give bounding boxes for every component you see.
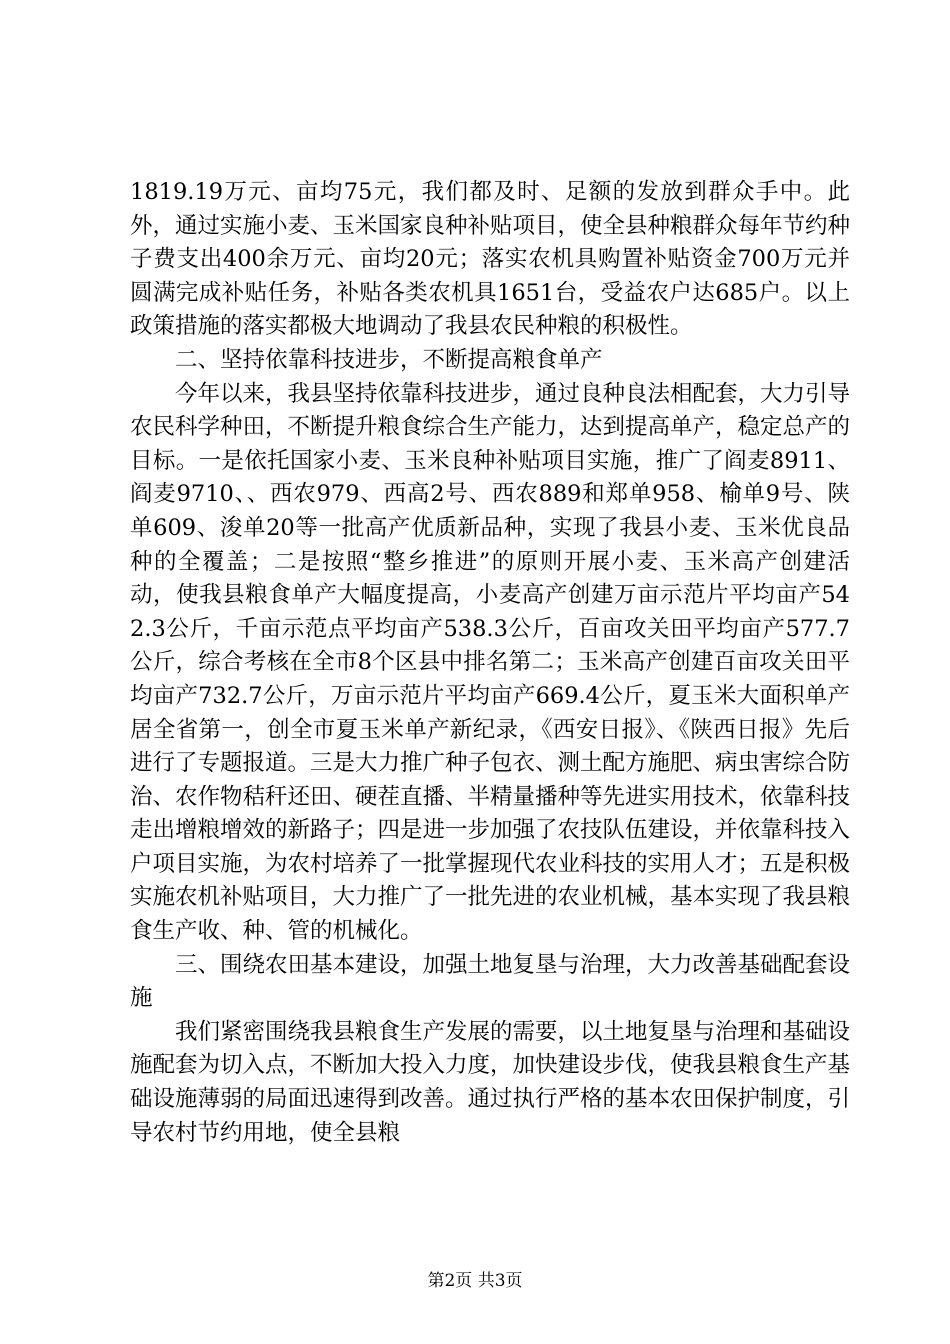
paragraph-technology: 今年以来，我县坚持依靠科技进步，通过良种良法相配套，大力引导农民科学种田，不断提升粮食综合生产能力，达到提高单产，稳定总产的目标。一是依托国家小麦、玉米良种补贴项目实施，推广了阎麦8911、阎麦9710、、西农979、西高2号、西农889和郑单958、榆单9号、陕单609、浚单20等一批高产优质新品种，实现了我县小麦、玉米优良品种的全覆盖；二是按照“整乡推进”的原则开展小麦、玉米高产创建活动，使我县粮食单产大幅度提高，小麦高产创建万亩示范片平均亩产542.3公斤，千亩示范点平均亩产538.3公斤，百亩攻关田平均亩产577.7公斤，综合考核在全市8个区县中排名第二；玉米高产创建百亩攻关田平均亩产732.7公斤，万亩示范片平均亩产669.4公斤，夏玉米大面积单产居全省第一，创全市夏玉米单产新纪录，《西安日报》、《陕西日报》先后进行了专题报道。三是大力推广种子包衣、测土配方施肥、病虫害综合防治、农作物秸秆还田、硬茬直播、半精量播种等先进实用技术，依靠科技走出增粮增效的新路子；四是进一步加强了农技队伍建设，并依靠科技入户项目实施，为农村培养了一批掌握现代农业科技的实用人才；五是积极实施农机补贴项目，大力推广了一批先进的农业机械，基本实现了我县粮食生产收、种、管的机械化。	[130, 380, 851, 945]
section-heading-2: 二、坚持依靠科技进步，不断提高粮食单产	[175, 346, 603, 373]
paragraph-farmland: 我们紧密围绕我县粮食生产发展的需要，以土地复垦与治理和基础设施配套为切入点，不断加大投入力度，加快建设步伐，使我县粮食生产基础设施薄弱的局面迅速得到改善。通过执行严格的基本农田保护制度，引导农村节约用地，使全县粮	[130, 1018, 851, 1146]
section-heading-3: 三、围绕农田基本建设，加强土地复垦与治理，大力改善基础配套设施	[130, 951, 851, 1012]
page-number-label: 第2页 共3页	[427, 1271, 523, 1291]
page-footer	[0, 1271, 950, 1291]
paragraph-subsidy-results: 1819.19万元、亩均75元，我们都及时、足额的发放到群众手中。此外，通过实施小麦、玉米国家良种补贴项目，使全县种粮群众每年节约种子费支出400余万元、亩均20元；落实农机具购置补贴资金700万元并圆满完成补贴任务，补贴各类农机具1651台，受益农户达685户。以上政策措施的落实都极大地调动了我县农民种粮的积极性。	[130, 179, 851, 340]
document-body	[130, 176, 850, 1150]
